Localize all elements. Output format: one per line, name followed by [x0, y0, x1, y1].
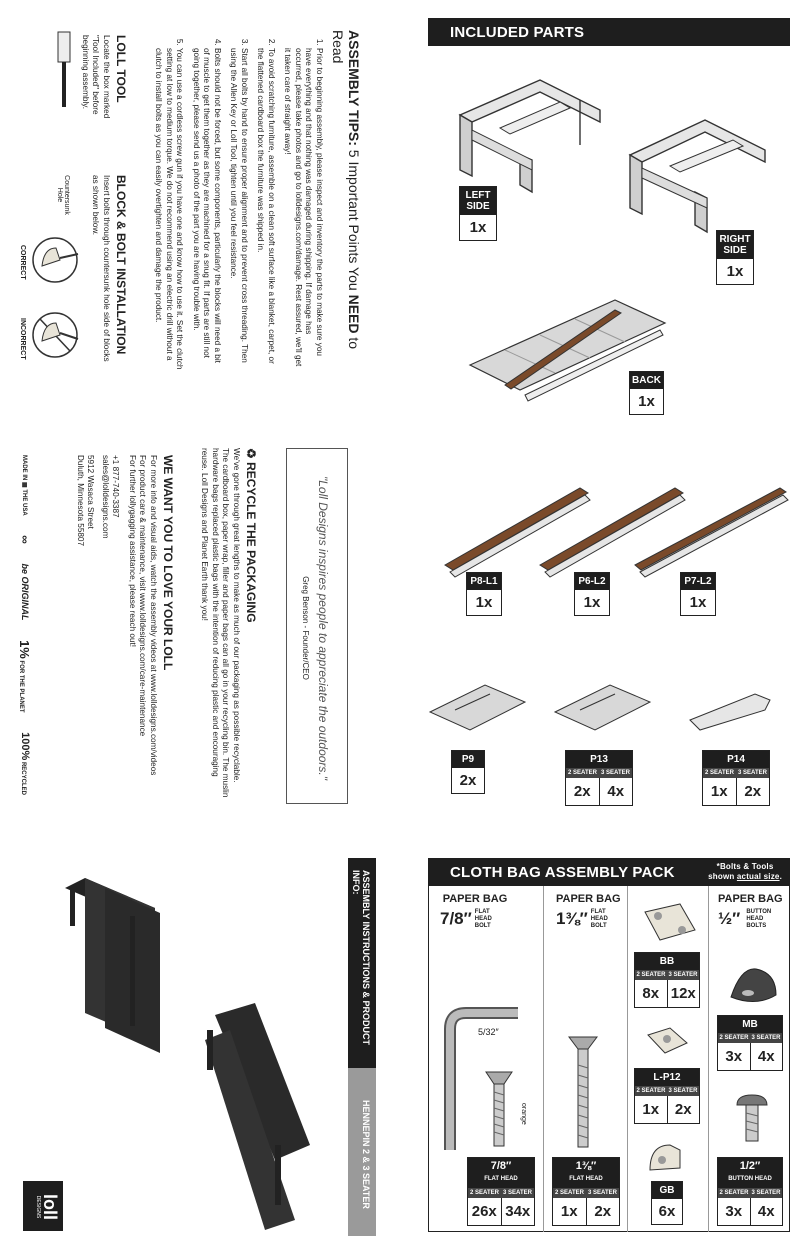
p6-label — [574, 572, 610, 616]
original-badge: be ORIGINAL — [20, 563, 30, 621]
p14-sub1: 2 SEATER — [705, 770, 734, 776]
bb-block-icon — [640, 900, 700, 945]
loll-logo: loll DESIGNS — [23, 1181, 63, 1231]
p13-label — [565, 750, 633, 806]
p6-qty: 1x — [583, 594, 601, 611]
divider — [708, 886, 709, 1232]
back-label — [629, 371, 664, 415]
flat-bolt-short-icon — [484, 1070, 514, 1150]
button-head-box: 1/2″ BUTTON HEAD 2 SEATER 3 SEATER 3x 4x — [717, 1157, 783, 1226]
countersunk-label: Countersunk Hole — [56, 175, 70, 215]
included-parts-header — [428, 18, 790, 46]
love-section — [75, 455, 176, 805]
mb-box: MB 2 SEATER 3 SEATER 3x 4x — [717, 1015, 783, 1071]
badges-row — [12, 455, 38, 795]
left-side-name: LEFT SIDE — [460, 187, 496, 215]
actual-size-note: *Bolts & Tools shown actual size. — [708, 862, 782, 881]
p14-sub2: 3 SEATER — [738, 770, 767, 776]
block-bolt-section — [90, 175, 128, 365]
recycle-icon: ♻ — [244, 448, 258, 459]
correct-bolt-icon — [30, 230, 80, 290]
p8-name: P8-L1 — [467, 573, 501, 590]
flat-138-box: 1⅜″ FLAT HEAD 2 SEATER 3 SEATER 1x 2x — [552, 1157, 620, 1226]
made-in-usa-badge: MADE IN ▦ THE USA — [21, 455, 28, 516]
gb-block-icon — [645, 1140, 685, 1178]
loll-tool-text: Locate the box marked "Tool Included" before beginning assembly. — [81, 35, 111, 119]
love-line-care: For product care & maintenance, visit www.lolldesigns.com/care-maintenance — [138, 455, 148, 737]
correct-label: CORRECT — [19, 245, 26, 280]
mb-block-icon — [726, 965, 781, 1010]
love-line-videos: For more info and visual aids, watch the assembly videos at www.lolldesigns.com/videos — [149, 455, 158, 776]
cloth-bag-header — [428, 858, 790, 886]
flat-bolt-long-icon — [568, 1035, 598, 1150]
p9-qty: 2x — [459, 772, 477, 789]
col1-heading: PAPER BAG 7/8″ FLAT HEAD BOLT — [440, 893, 508, 929]
flat-78-box: 7/8″ FLAT HEAD 2 SEATER 3 SEATER 26x 34x — [467, 1157, 535, 1226]
assembly-tips: ASSEMBLY TIPS: 5 Important Points You NEED to Read 1. Prior to beginning assembly, please inspect and inventory the parts to make sure you have everything and that nothing was damaged during shipping. If damage has occurred, please take photos and go to lolldesigns.com/damage. Rest assured, we'll get it taken care of straight away! 2. To avoid scratching furniture, assemble on a clean soft surface like a blanket, carpet, or the flattened cardboard box the furniture was shipped in. 3. Start all bolts by hand to ensure proper alignment and to prevent cross threading. Then using the Allen Key or Loll Tool, tighten until you feel resistance. 4. Bolts should not be forced, but some components, particularly the blocks will need a bit of muscle to get them together as they are machined for a snug fit. If parts are still not going together, please send us a photo of the part you are having trouble with. 5. You can use a cordless screw gun if you have one and know how to use it. Set the clutch setting at low to medium torque. We do not recommend using an electric drill without a clutch to install bolts as you can easily overtighten and damage the product. — [147, 30, 362, 370]
plates-drawing — [425, 680, 785, 740]
button-bolt-icon — [735, 1093, 769, 1143]
p14-q2: 2x — [736, 778, 770, 805]
p6-name: P6-L2 — [575, 573, 609, 590]
recycle-title: RECYCLE THE PACKAGING — [244, 462, 258, 623]
back-qty: 1x — [638, 393, 655, 410]
incorrect-bolt-icon — [30, 305, 80, 365]
loll-tool-section — [80, 35, 129, 125]
p7-label — [680, 572, 716, 616]
p13-q2: 4x — [599, 778, 633, 805]
recycled-badge: 100% RECYCLED — [19, 732, 31, 795]
recycle-section — [199, 448, 258, 798]
p14-label — [702, 750, 770, 806]
divider — [543, 886, 544, 1232]
loll-tool-title: LOLL TOOL — [114, 35, 128, 103]
p9-label — [451, 750, 485, 794]
bench-image-front — [45, 858, 175, 1068]
email: sales@lolldesigns.com — [101, 455, 110, 539]
allen-size: 5/32″ — [478, 1027, 499, 1037]
orange-label: orange — [520, 1103, 527, 1125]
love-line-help: For further lollygagging assistance, please reach out! — [128, 455, 137, 648]
p9-name: P9 — [452, 751, 484, 768]
cradle-badge: ∞ — [18, 535, 32, 544]
back-name: BACK — [630, 372, 663, 389]
p14-name: P14 — [703, 751, 769, 768]
quote-author: Greg Benson - Founder/CEO — [301, 576, 310, 680]
p7-name: P7-L2 — [681, 573, 715, 590]
tips-list: 1. Prior to beginning assembly, please inspect and inventory the parts to make sure you have everything and that nothing was damaged during shipping. If damage has occurred, please take photos and go to lolldesigns.com/damage. Rest assured, we'll get it taken care of straight away! 2. To avoid scratching furniture, assemble on a clean soft surface like a blanket, carpet, or the flattened cardboard box the furniture was shipped in. 3. Start all bolts by hand to ensure proper alignment and to prevent cross threading. Then using the Allen Key or Loll Tool, tighten until you feel resistance. 4. Bolts should not be forced, but some components, particularly the blocks will need a bit of muscle to get them together as they are machined for a snug fit. If parts are still not going together, please send us a photo of the part you are having trouble with. 5. You can use a cordless screw gun if you have one and know how to use it. Set the clutch setting at low to medium torque. We do not recommend using an electric drill without a clutch to install bolts as you can easily overtighten and damage the product. — [153, 30, 324, 370]
recycle-text: We've gone through great lengths to make as much of our packaging as possible recyclable. The cardboard box, paper wrap, filler and paper bags can all go in your recycling bin. The muslin hardware bags replaced plastic bags with the intention of reducing plastic and encouraging reuse. Loll Designs and Planet Earth thank you! — [200, 448, 241, 798]
col4-heading: PAPER BAG ½″ BUTTON HEAD BOLTS — [718, 893, 783, 929]
p13-sub1: 2 SEATER — [568, 770, 597, 776]
cloth-bag-title: CLOTH BAG ASSEMBLY PACK — [450, 863, 675, 881]
p7-qty: 1x — [689, 594, 707, 611]
incorrect-label: INCORRECT — [19, 318, 26, 360]
loll-tool-icon — [55, 30, 73, 110]
bench-image-back — [185, 995, 325, 1235]
divider — [627, 886, 628, 1232]
left-side-qty: 1x — [469, 219, 487, 236]
included-parts-title: INCLUDED PARTS — [450, 23, 585, 41]
city: Duluth, Minnesota 55807 — [76, 455, 85, 547]
right-side-drawing — [615, 100, 775, 240]
planet-badge: 1% FOR THE PLANET — [17, 640, 33, 713]
quote — [301, 458, 330, 798]
quote-text: "Loll Designs inspires people to appreciate the outdoors." — [316, 475, 330, 781]
block-bolt-title: BLOCK & BOLT INSTALLATION — [114, 175, 128, 355]
lp12-box: L-P12 2 SEATER 3 SEATER 1x 2x — [634, 1068, 700, 1124]
left-side-label — [459, 186, 497, 241]
bb-box: BB 2 SEATER 3 SEATER 8x 12x — [634, 952, 700, 1008]
rails-drawing — [440, 480, 790, 580]
cover-band-left-text: ASSEMBLY INSTRUCTIONS & PRODUCT INFO: — [351, 870, 371, 1046]
gb-box: GB 6x — [651, 1181, 683, 1225]
col2-heading: PAPER BAG 1⅜″ FLAT HEAD BOLT — [556, 893, 621, 929]
phone: +1 877-740-3387 — [111, 455, 121, 518]
right-side-name: RIGHT SIDE — [717, 231, 753, 259]
right-side-label — [716, 230, 754, 285]
p13-name: P13 — [566, 751, 632, 768]
left-side-drawing — [440, 60, 610, 200]
p8-label — [466, 572, 502, 616]
right-side-qty: 1x — [726, 263, 744, 280]
p13-q1: 2x — [573, 783, 591, 800]
p13-sub2: 3 SEATER — [601, 770, 630, 776]
p8-qty: 1x — [475, 594, 493, 611]
love-title: WE WANT YOU TO LOVE YOUR LOLL — [161, 455, 175, 671]
block-bolt-text: Insert bolts through countersunk hole side of blocks as shown below. — [91, 175, 111, 362]
cover-band-right-text: HENNEPIN 2 & 3 SEATER — [361, 1100, 371, 1209]
p14-q1: 1x — [710, 783, 728, 800]
street: 5912 Wasaca Street — [86, 455, 96, 529]
lp12-block-icon — [645, 1025, 690, 1057]
